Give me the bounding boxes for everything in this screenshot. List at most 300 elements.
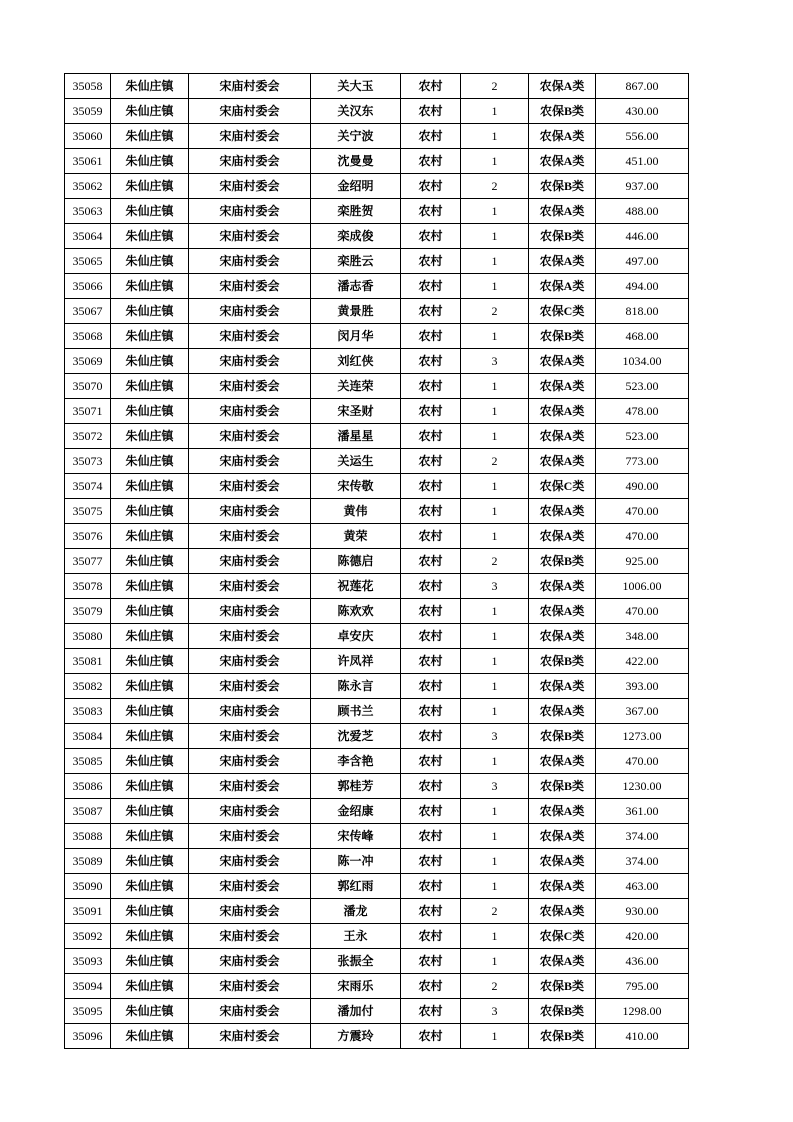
- name-cell: 刘红侠: [311, 349, 401, 374]
- count-cell: 1: [461, 374, 529, 399]
- table-row: [65, 424, 689, 449]
- table-row: [65, 99, 689, 124]
- count-cell: 1: [461, 799, 529, 824]
- count-cell: 1: [461, 424, 529, 449]
- serial-cell: 35086: [65, 774, 111, 799]
- serial-cell: 35087: [65, 799, 111, 824]
- village-cell: 宋庙村委会: [189, 549, 311, 574]
- town-cell: 朱仙庄镇: [111, 474, 189, 499]
- town-cell: 朱仙庄镇: [111, 874, 189, 899]
- town-cell: 朱仙庄镇: [111, 674, 189, 699]
- name-cell: 祝莲花: [311, 574, 401, 599]
- area_type-cell: 农村: [401, 474, 461, 499]
- name-cell: 沈爱芝: [311, 724, 401, 749]
- town-cell: 朱仙庄镇: [111, 574, 189, 599]
- area_type-cell: 农村: [401, 299, 461, 324]
- village-cell: 宋庙村委会: [189, 849, 311, 874]
- town-cell: 朱仙庄镇: [111, 824, 189, 849]
- serial-cell: 35089: [65, 849, 111, 874]
- village-cell: 宋庙村委会: [189, 249, 311, 274]
- category-cell: 农保A类: [529, 849, 596, 874]
- amount-cell: 925.00: [596, 549, 689, 574]
- category-cell: 农保A类: [529, 624, 596, 649]
- village-cell: 宋庙村委会: [189, 999, 311, 1024]
- count-cell: 2: [461, 549, 529, 574]
- town-cell: 朱仙庄镇: [111, 699, 189, 724]
- village-cell: 宋庙村委会: [189, 324, 311, 349]
- village-cell: 宋庙村委会: [189, 474, 311, 499]
- serial-cell: 35063: [65, 199, 111, 224]
- amount-cell: 478.00: [596, 399, 689, 424]
- village-cell: 宋庙村委会: [189, 899, 311, 924]
- table-row: [65, 474, 689, 499]
- amount-cell: 374.00: [596, 824, 689, 849]
- count-cell: 2: [461, 449, 529, 474]
- town-cell: 朱仙庄镇: [111, 199, 189, 224]
- area_type-cell: 农村: [401, 449, 461, 474]
- name-cell: 栾成俊: [311, 224, 401, 249]
- area_type-cell: 农村: [401, 699, 461, 724]
- name-cell: 关运生: [311, 449, 401, 474]
- village-cell: 宋庙村委会: [189, 699, 311, 724]
- amount-cell: 490.00: [596, 474, 689, 499]
- count-cell: 2: [461, 299, 529, 324]
- area_type-cell: 农村: [401, 724, 461, 749]
- count-cell: 3: [461, 724, 529, 749]
- town-cell: 朱仙庄镇: [111, 124, 189, 149]
- table-row: [65, 524, 689, 549]
- category-cell: 农保B类: [529, 999, 596, 1024]
- village-cell: 宋庙村委会: [189, 874, 311, 899]
- table-row: [65, 949, 689, 974]
- village-cell: 宋庙村委会: [189, 124, 311, 149]
- category-cell: 农保A类: [529, 349, 596, 374]
- category-cell: 农保A类: [529, 949, 596, 974]
- table-row: [65, 624, 689, 649]
- name-cell: 潘星星: [311, 424, 401, 449]
- area_type-cell: 农村: [401, 574, 461, 599]
- name-cell: 王永: [311, 924, 401, 949]
- table-row: [65, 299, 689, 324]
- amount-cell: 523.00: [596, 424, 689, 449]
- serial-cell: 35067: [65, 299, 111, 324]
- count-cell: 2: [461, 899, 529, 924]
- count-cell: 2: [461, 74, 529, 99]
- name-cell: 宋传敬: [311, 474, 401, 499]
- amount-cell: 374.00: [596, 849, 689, 874]
- amount-cell: 470.00: [596, 524, 689, 549]
- serial-cell: 35096: [65, 1024, 111, 1049]
- town-cell: 朱仙庄镇: [111, 499, 189, 524]
- count-cell: 1: [461, 474, 529, 499]
- name-cell: 张振全: [311, 949, 401, 974]
- town-cell: 朱仙庄镇: [111, 274, 189, 299]
- area_type-cell: 农村: [401, 999, 461, 1024]
- serial-cell: 35091: [65, 899, 111, 924]
- table-row: [65, 149, 689, 174]
- area_type-cell: 农村: [401, 224, 461, 249]
- village-cell: 宋庙村委会: [189, 99, 311, 124]
- count-cell: 1: [461, 224, 529, 249]
- category-cell: 农保A类: [529, 374, 596, 399]
- category-cell: 农保A类: [529, 874, 596, 899]
- count-cell: 1: [461, 199, 529, 224]
- amount-cell: 488.00: [596, 199, 689, 224]
- category-cell: 农保B类: [529, 1024, 596, 1049]
- area_type-cell: 农村: [401, 149, 461, 174]
- town-cell: 朱仙庄镇: [111, 974, 189, 999]
- count-cell: 1: [461, 399, 529, 424]
- serial-cell: 35068: [65, 324, 111, 349]
- amount-cell: 795.00: [596, 974, 689, 999]
- table-row: [65, 899, 689, 924]
- name-cell: 许凤祥: [311, 649, 401, 674]
- table-row: [65, 174, 689, 199]
- count-cell: 1: [461, 674, 529, 699]
- serial-cell: 35070: [65, 374, 111, 399]
- name-cell: 陈欢欢: [311, 599, 401, 624]
- category-cell: 农保A类: [529, 749, 596, 774]
- amount-cell: 420.00: [596, 924, 689, 949]
- area_type-cell: 农村: [401, 649, 461, 674]
- serial-cell: 35060: [65, 124, 111, 149]
- village-cell: 宋庙村委会: [189, 524, 311, 549]
- area_type-cell: 农村: [401, 924, 461, 949]
- name-cell: 李含艳: [311, 749, 401, 774]
- table-row: [65, 849, 689, 874]
- table-row: [65, 674, 689, 699]
- town-cell: 朱仙庄镇: [111, 324, 189, 349]
- area_type-cell: 农村: [401, 424, 461, 449]
- amount-cell: 393.00: [596, 674, 689, 699]
- serial-cell: 35092: [65, 924, 111, 949]
- category-cell: 农保B类: [529, 974, 596, 999]
- category-cell: 农保A类: [529, 149, 596, 174]
- town-cell: 朱仙庄镇: [111, 449, 189, 474]
- town-cell: 朱仙庄镇: [111, 249, 189, 274]
- name-cell: 郭桂芳: [311, 774, 401, 799]
- serial-cell: 35093: [65, 949, 111, 974]
- name-cell: 黄荣: [311, 524, 401, 549]
- area_type-cell: 农村: [401, 249, 461, 274]
- name-cell: 陈永言: [311, 674, 401, 699]
- village-cell: 宋庙村委会: [189, 924, 311, 949]
- village-cell: 宋庙村委会: [189, 649, 311, 674]
- name-cell: 卓安庆: [311, 624, 401, 649]
- name-cell: 潘加付: [311, 999, 401, 1024]
- name-cell: 黄景胜: [311, 299, 401, 324]
- amount-cell: 818.00: [596, 299, 689, 324]
- area_type-cell: 农村: [401, 674, 461, 699]
- village-cell: 宋庙村委会: [189, 624, 311, 649]
- name-cell: 郭红雨: [311, 874, 401, 899]
- name-cell: 关宁波: [311, 124, 401, 149]
- serial-cell: 35066: [65, 274, 111, 299]
- village-cell: 宋庙村委会: [189, 674, 311, 699]
- serial-cell: 35069: [65, 349, 111, 374]
- village-cell: 宋庙村委会: [189, 299, 311, 324]
- category-cell: 农保B类: [529, 224, 596, 249]
- name-cell: 金绍康: [311, 799, 401, 824]
- category-cell: 农保B类: [529, 649, 596, 674]
- table-row: [65, 599, 689, 624]
- roster-table: [64, 73, 689, 1049]
- amount-cell: 937.00: [596, 174, 689, 199]
- count-cell: 1: [461, 749, 529, 774]
- table-row: [65, 774, 689, 799]
- area_type-cell: 农村: [401, 974, 461, 999]
- count-cell: 3: [461, 349, 529, 374]
- village-cell: 宋庙村委会: [189, 749, 311, 774]
- serial-cell: 35085: [65, 749, 111, 774]
- area_type-cell: 农村: [401, 599, 461, 624]
- count-cell: 1: [461, 149, 529, 174]
- town-cell: 朱仙庄镇: [111, 749, 189, 774]
- village-cell: 宋庙村委会: [189, 149, 311, 174]
- serial-cell: 35075: [65, 499, 111, 524]
- count-cell: 2: [461, 174, 529, 199]
- town-cell: 朱仙庄镇: [111, 924, 189, 949]
- category-cell: 农保B类: [529, 99, 596, 124]
- town-cell: 朱仙庄镇: [111, 549, 189, 574]
- amount-cell: 1298.00: [596, 999, 689, 1024]
- village-cell: 宋庙村委会: [189, 349, 311, 374]
- count-cell: 1: [461, 599, 529, 624]
- area_type-cell: 农村: [401, 949, 461, 974]
- table-row: [65, 249, 689, 274]
- serial-cell: 35071: [65, 399, 111, 424]
- category-cell: 农保A类: [529, 449, 596, 474]
- category-cell: 农保B类: [529, 774, 596, 799]
- town-cell: 朱仙庄镇: [111, 999, 189, 1024]
- area_type-cell: 农村: [401, 499, 461, 524]
- town-cell: 朱仙庄镇: [111, 424, 189, 449]
- count-cell: 3: [461, 774, 529, 799]
- serial-cell: 35058: [65, 74, 111, 99]
- area_type-cell: 农村: [401, 799, 461, 824]
- amount-cell: 930.00: [596, 899, 689, 924]
- category-cell: 农保A类: [529, 699, 596, 724]
- name-cell: 宋传峰: [311, 824, 401, 849]
- serial-cell: 35090: [65, 874, 111, 899]
- table-row: [65, 374, 689, 399]
- count-cell: 2: [461, 974, 529, 999]
- table-row: [65, 324, 689, 349]
- amount-cell: 1006.00: [596, 574, 689, 599]
- village-cell: 宋庙村委会: [189, 449, 311, 474]
- serial-cell: 35072: [65, 424, 111, 449]
- count-cell: 1: [461, 249, 529, 274]
- amount-cell: 410.00: [596, 1024, 689, 1049]
- town-cell: 朱仙庄镇: [111, 649, 189, 674]
- village-cell: 宋庙村委会: [189, 599, 311, 624]
- count-cell: 1: [461, 924, 529, 949]
- town-cell: 朱仙庄镇: [111, 374, 189, 399]
- area_type-cell: 农村: [401, 549, 461, 574]
- count-cell: 1: [461, 624, 529, 649]
- town-cell: 朱仙庄镇: [111, 524, 189, 549]
- amount-cell: 468.00: [596, 324, 689, 349]
- serial-cell: 35081: [65, 649, 111, 674]
- serial-cell: 35088: [65, 824, 111, 849]
- category-cell: 农保A类: [529, 524, 596, 549]
- village-cell: 宋庙村委会: [189, 224, 311, 249]
- table-row: [65, 924, 689, 949]
- name-cell: 宋圣财: [311, 399, 401, 424]
- table-row: [65, 574, 689, 599]
- name-cell: 黄伟: [311, 499, 401, 524]
- serial-cell: 35065: [65, 249, 111, 274]
- serial-cell: 35073: [65, 449, 111, 474]
- amount-cell: 367.00: [596, 699, 689, 724]
- village-cell: 宋庙村委会: [189, 374, 311, 399]
- table-row: [65, 349, 689, 374]
- name-cell: 栾胜贺: [311, 199, 401, 224]
- count-cell: 1: [461, 524, 529, 549]
- category-cell: 农保C类: [529, 299, 596, 324]
- serial-cell: 35074: [65, 474, 111, 499]
- category-cell: 农保A类: [529, 424, 596, 449]
- serial-cell: 35080: [65, 624, 111, 649]
- area_type-cell: 农村: [401, 374, 461, 399]
- amount-cell: 470.00: [596, 499, 689, 524]
- town-cell: 朱仙庄镇: [111, 724, 189, 749]
- village-cell: 宋庙村委会: [189, 499, 311, 524]
- table-row: [65, 274, 689, 299]
- area_type-cell: 农村: [401, 174, 461, 199]
- area_type-cell: 农村: [401, 849, 461, 874]
- table-row: [65, 999, 689, 1024]
- area_type-cell: 农村: [401, 749, 461, 774]
- count-cell: 1: [461, 824, 529, 849]
- name-cell: 关汉东: [311, 99, 401, 124]
- count-cell: 3: [461, 574, 529, 599]
- serial-cell: 35083: [65, 699, 111, 724]
- area_type-cell: 农村: [401, 74, 461, 99]
- count-cell: 1: [461, 499, 529, 524]
- serial-cell: 35084: [65, 724, 111, 749]
- amount-cell: 470.00: [596, 599, 689, 624]
- town-cell: 朱仙庄镇: [111, 949, 189, 974]
- amount-cell: 430.00: [596, 99, 689, 124]
- amount-cell: 422.00: [596, 649, 689, 674]
- area_type-cell: 农村: [401, 124, 461, 149]
- category-cell: 农保B类: [529, 174, 596, 199]
- category-cell: 农保C类: [529, 924, 596, 949]
- category-cell: 农保A类: [529, 499, 596, 524]
- serial-cell: 35059: [65, 99, 111, 124]
- village-cell: 宋庙村委会: [189, 724, 311, 749]
- category-cell: 农保A类: [529, 899, 596, 924]
- village-cell: 宋庙村委会: [189, 199, 311, 224]
- table-row: [65, 874, 689, 899]
- category-cell: 农保A类: [529, 824, 596, 849]
- name-cell: 陈德启: [311, 549, 401, 574]
- name-cell: 金绍明: [311, 174, 401, 199]
- town-cell: 朱仙庄镇: [111, 599, 189, 624]
- name-cell: 潘志香: [311, 274, 401, 299]
- village-cell: 宋庙村委会: [189, 799, 311, 824]
- area_type-cell: 农村: [401, 774, 461, 799]
- amount-cell: 1273.00: [596, 724, 689, 749]
- village-cell: 宋庙村委会: [189, 974, 311, 999]
- category-cell: 农保B类: [529, 324, 596, 349]
- count-cell: 3: [461, 999, 529, 1024]
- name-cell: 宋雨乐: [311, 974, 401, 999]
- category-cell: 农保B类: [529, 549, 596, 574]
- name-cell: 闵月华: [311, 324, 401, 349]
- village-cell: 宋庙村委会: [189, 574, 311, 599]
- serial-cell: 35078: [65, 574, 111, 599]
- table-row: [65, 749, 689, 774]
- amount-cell: 446.00: [596, 224, 689, 249]
- town-cell: 朱仙庄镇: [111, 624, 189, 649]
- area_type-cell: 农村: [401, 99, 461, 124]
- serial-cell: 35094: [65, 974, 111, 999]
- table-row: [65, 724, 689, 749]
- amount-cell: 523.00: [596, 374, 689, 399]
- area_type-cell: 农村: [401, 399, 461, 424]
- serial-cell: 35095: [65, 999, 111, 1024]
- serial-cell: 35076: [65, 524, 111, 549]
- category-cell: 农保A类: [529, 599, 596, 624]
- town-cell: 朱仙庄镇: [111, 799, 189, 824]
- serial-cell: 35061: [65, 149, 111, 174]
- count-cell: 1: [461, 1024, 529, 1049]
- amount-cell: 463.00: [596, 874, 689, 899]
- village-cell: 宋庙村委会: [189, 1024, 311, 1049]
- town-cell: 朱仙庄镇: [111, 149, 189, 174]
- table-row: [65, 199, 689, 224]
- table-row: [65, 499, 689, 524]
- amount-cell: 494.00: [596, 274, 689, 299]
- village-cell: 宋庙村委会: [189, 274, 311, 299]
- town-cell: 朱仙庄镇: [111, 349, 189, 374]
- area_type-cell: 农村: [401, 199, 461, 224]
- amount-cell: 773.00: [596, 449, 689, 474]
- town-cell: 朱仙庄镇: [111, 849, 189, 874]
- village-cell: 宋庙村委会: [189, 424, 311, 449]
- serial-cell: 35077: [65, 549, 111, 574]
- category-cell: 农保A类: [529, 124, 596, 149]
- amount-cell: 470.00: [596, 749, 689, 774]
- village-cell: 宋庙村委会: [189, 399, 311, 424]
- table-row: [65, 824, 689, 849]
- serial-cell: 35082: [65, 674, 111, 699]
- table-row: [65, 699, 689, 724]
- village-cell: 宋庙村委会: [189, 74, 311, 99]
- area_type-cell: 农村: [401, 324, 461, 349]
- category-cell: 农保B类: [529, 724, 596, 749]
- area_type-cell: 农村: [401, 824, 461, 849]
- count-cell: 1: [461, 124, 529, 149]
- town-cell: 朱仙庄镇: [111, 74, 189, 99]
- table-row: [65, 649, 689, 674]
- serial-cell: 35079: [65, 599, 111, 624]
- amount-cell: 1230.00: [596, 774, 689, 799]
- serial-cell: 35064: [65, 224, 111, 249]
- table-body: [65, 74, 689, 1049]
- village-cell: 宋庙村委会: [189, 824, 311, 849]
- name-cell: 沈曼曼: [311, 149, 401, 174]
- amount-cell: 556.00: [596, 124, 689, 149]
- table-row: [65, 799, 689, 824]
- name-cell: 陈一冲: [311, 849, 401, 874]
- area_type-cell: 农村: [401, 624, 461, 649]
- category-cell: 农保A类: [529, 674, 596, 699]
- name-cell: 关大玉: [311, 74, 401, 99]
- category-cell: 农保A类: [529, 799, 596, 824]
